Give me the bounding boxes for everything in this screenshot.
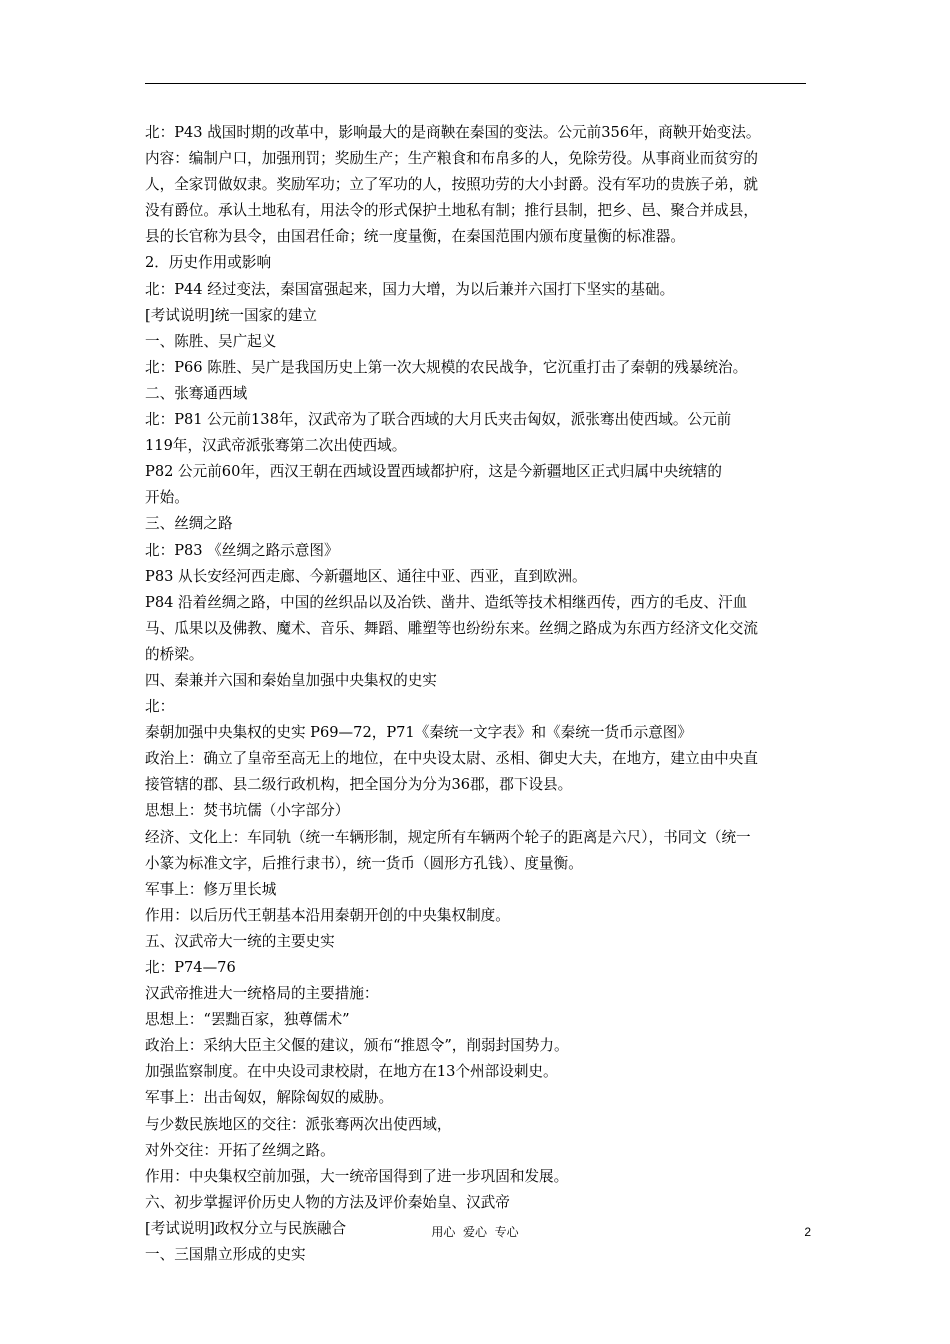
section-heading: 四、秦兼并六国和秦始皇加强中央集权的史实 — [145, 671, 437, 689]
text-line: 作用：以后历代王朝基本沿用秦朝开创的中央集权制度。 — [145, 906, 510, 924]
section-heading: 三、丝绸之路 — [145, 515, 233, 533]
section-heading: 五、汉武帝大一统的主要史实 — [145, 932, 335, 950]
text-line: 经济、文化上：车同轨（统一车辆形制，规定所有车辆两个轮子的距离是六尺），书同文（统一 — [145, 828, 751, 846]
text-line: 北：P83 《丝绸之路示意图》 — [145, 541, 339, 559]
section-heading: [考试说明]政权分立与民族融合 — [145, 1219, 347, 1237]
text-line: 军事上：修万里长城 — [145, 880, 277, 898]
footer-motto: 用心 爱心 专心 — [431, 1225, 519, 1239]
text-line: 开始。 — [145, 489, 189, 507]
text-line: 的桥梁。 — [145, 645, 204, 663]
text-line: 小篆为标准文字，后推行隶书），统一货币（圆形方孔钱）、度量衡。 — [145, 854, 583, 872]
text-line: 军事上：出击匈奴，解除匈奴的威胁。 — [145, 1089, 394, 1107]
text-line: 县的长官称为县令，由国君任命；统一度量衡，在秦国范围内颁布度量衡的标准器。 — [145, 228, 685, 246]
text-line: 北：P81 公元前138年，汉武帝为了联合西域的大月氏夹击匈奴，派张骞出使西域。公元前 — [145, 411, 732, 429]
text-line: 思想上：“罢黜百家，独尊儒术” — [145, 1011, 350, 1029]
text-line: 汉武帝推进大一统格局的主要措施： — [145, 985, 379, 1003]
text-line: 马、瓜果以及佛教、魔术、音乐、舞蹈、雕塑等也纷纷东来。丝绸之路成为东西方经济文化交流 — [145, 619, 758, 637]
section-heading: 一、陈胜、吴广起义 — [145, 332, 277, 350]
text-line: 人，全家罚做奴隶。奖励军功；立了军功的人，按照功劳的大小封爵。没有军功的贵族子弟，就 — [145, 176, 758, 194]
section-heading: 一、三国鼎立形成的史实 — [145, 1246, 306, 1264]
section-heading: 六、初步掌握评价历史人物的方法及评价秦始皇、汉武帝 — [145, 1193, 510, 1211]
text-line: 北：P43 战国时期的改革中，影响最大的是商鞅在秦国的变法。公元前356年，商鞅开始变法。 — [145, 124, 761, 141]
text-line: 政治上：确立了皇帝至高无上的地位，在中央设太尉、丞相、御史大夫，在地方，建立由中央直 — [145, 750, 758, 768]
text-line: 119年，汉武帝派张骞第二次出使西域。 — [145, 437, 407, 455]
document-body — [145, 120, 809, 1268]
text-line: 加强监察制度。在中央设司隶校尉，在地方在13个州部设刺史。 — [145, 1063, 558, 1081]
text-line: 思想上：焚书坑儒（小字部分） — [145, 802, 350, 820]
text-line: 作用：中央集权空前加强，大一统帝国得到了进一步巩固和发展。 — [145, 1167, 569, 1185]
text-line: P82 公元前60年，西汉王朝在西域设置西域都护府，这是今新疆地区正式归属中央统辖的 — [145, 463, 722, 481]
text-line: 与少数民族地区的交往：派张骞两次出使西域， — [145, 1115, 452, 1133]
text-line: P83 从长安经河西走廊、今新疆地区、通往中亚、西亚，直到欧洲。 — [145, 567, 587, 585]
text-line: 对外交往：开拓了丝绸之路。 — [145, 1141, 335, 1159]
text-line: 北：P74—76 — [145, 959, 236, 976]
page-number: 2 — [804, 1225, 811, 1239]
text-line: 内容：编制户口，加强刑罚；奖励生产；生产粮食和布帛多的人，免除劳役。从事商业而贫穷的 — [145, 150, 758, 168]
header-rule — [145, 83, 806, 84]
text-line: 没有爵位。承认土地私有，用法令的形式保护土地私有制；推行县制，把乡、邑、聚合并成县， — [145, 202, 758, 220]
text-line: 北：P66 陈胜、吴广是我国历史上第一次大规模的农民战争，它沉重打击了秦朝的残暴统治。 — [145, 358, 748, 376]
section-heading: [考试说明]统一国家的建立 — [145, 306, 317, 324]
text-line: 北：P44 经过变法，秦国富强起来，国力大增，为以后兼并六国打下坚实的基础。 — [145, 280, 675, 298]
section-heading: 二、张骞通西域 — [145, 384, 248, 402]
text-line: P84 沿着丝绸之路，中国的丝织品以及冶铁、凿井、造纸等技术相继西传，西方的毛皮、汗血 — [145, 593, 748, 611]
text-line: 秦朝加强中央集权的史实 P69—72，P71《秦统一文字表》和《秦统一货币示意图》 — [145, 724, 692, 742]
text-line: 接管辖的郡、县二级行政机构，把全国分为分为36郡，郡下设县。 — [145, 776, 573, 794]
text-line: 政治上：采纳大臣主父偃的建议，颁布“推恩令”，削弱封国势力。 — [145, 1037, 569, 1055]
text-line: 北： — [145, 698, 175, 716]
text-line: 2．历史作用或影响 — [145, 254, 272, 272]
